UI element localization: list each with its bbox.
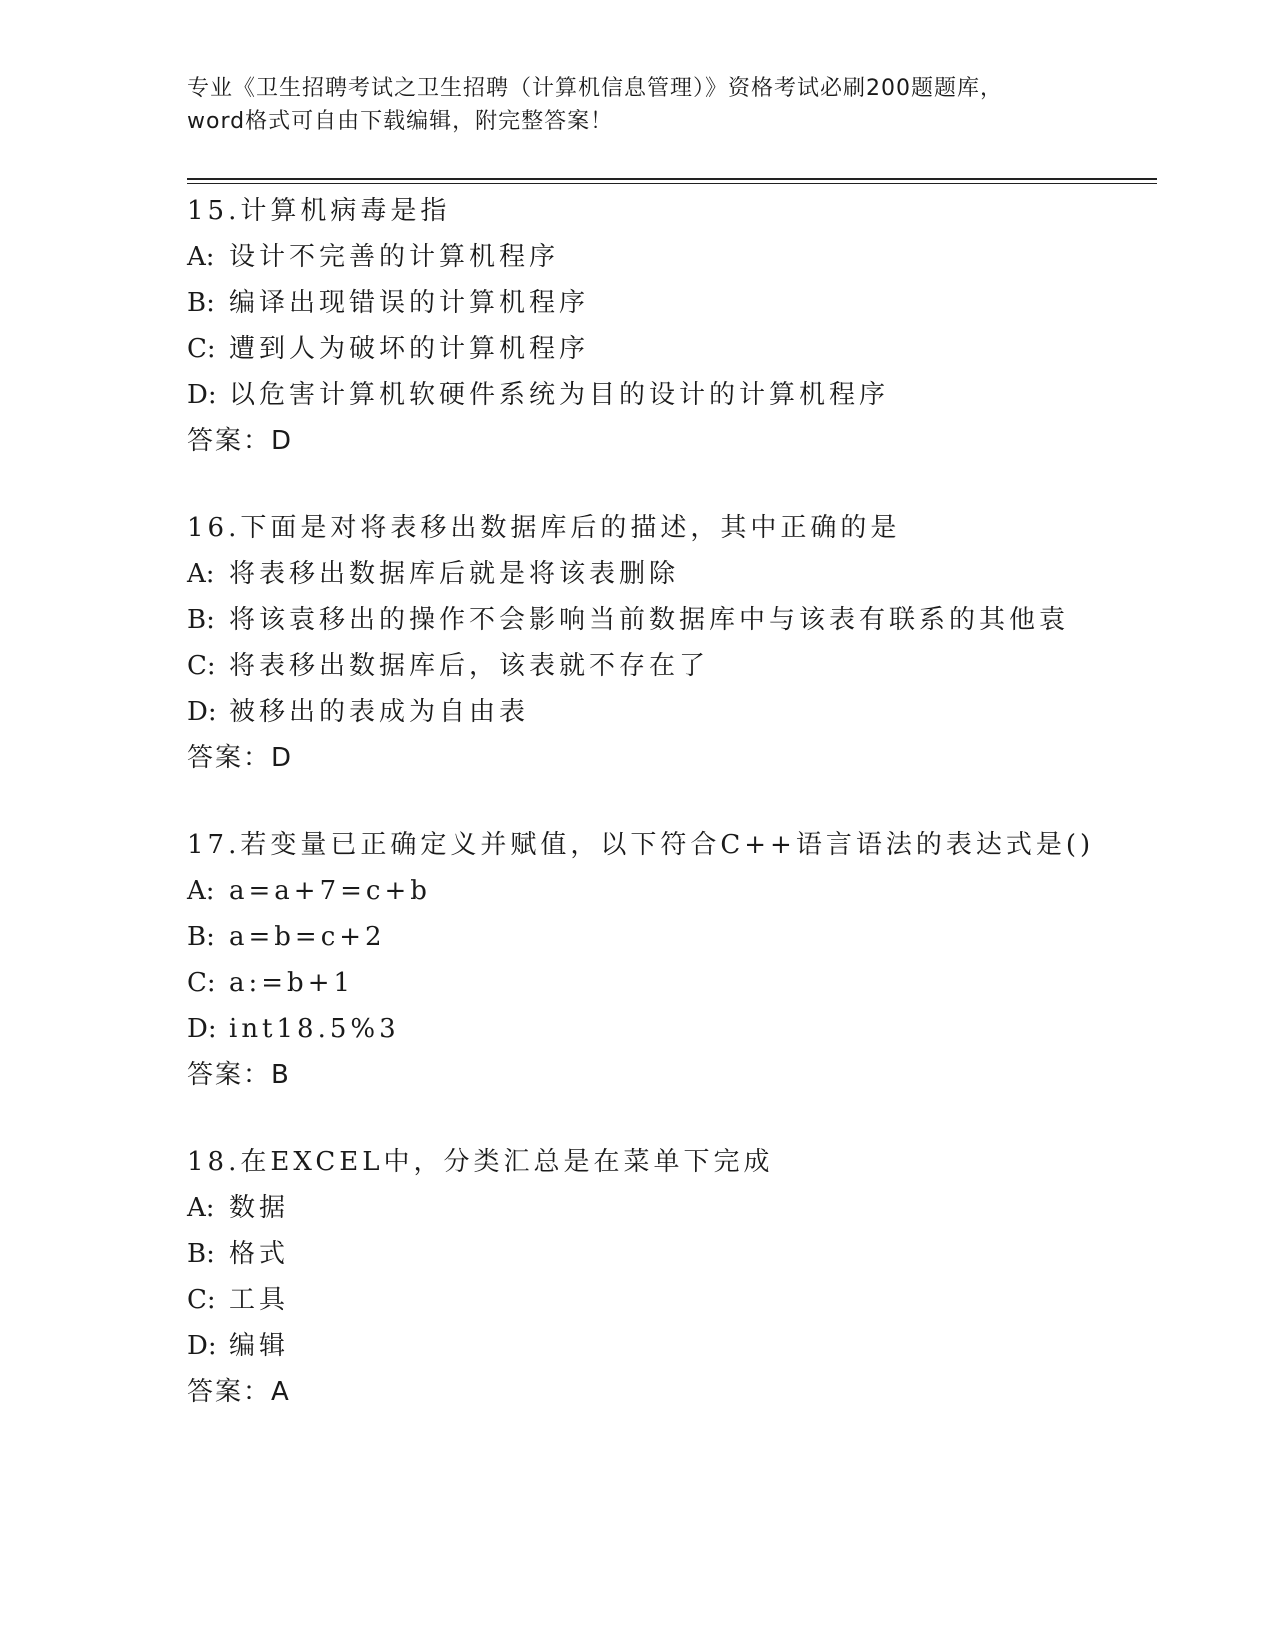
question-list xyxy=(187,188,1147,1456)
header-divider-thin xyxy=(187,183,1157,184)
question-item xyxy=(187,1139,1147,1415)
option-text: 被移出的表成为自由表 xyxy=(229,697,530,727)
option-text: 遭到人为破坏的计算机程序 xyxy=(229,334,590,364)
option-c xyxy=(187,326,1147,372)
option-b xyxy=(187,280,1147,326)
question-title: 17.若变量已正确定义并赋值，以下符合C++语言语法的表达式是() xyxy=(187,830,1095,860)
option-c xyxy=(187,960,1147,1006)
option-label: D: xyxy=(187,1331,217,1361)
answer-line: 答案：D xyxy=(187,426,294,456)
question-item xyxy=(187,188,1147,464)
option-b xyxy=(187,914,1147,960)
answer-line: 答案：B xyxy=(187,1060,291,1090)
question-title: 16.下面是对将表移出数据库后的描述，其中正确的是 xyxy=(187,513,901,543)
option-text: 设计不完善的计算机程序 xyxy=(229,242,560,272)
option-b xyxy=(187,597,1147,643)
option-text: a:=b+1 xyxy=(229,968,355,998)
option-label: B: xyxy=(187,288,215,318)
header-line-1: 专业《卫生招聘考试之卫生招聘（计算机信息管理）》资格考试必刷200题题库， xyxy=(187,76,1003,101)
header-line-2: word格式可自由下载编辑，附完整答案！ xyxy=(187,109,614,134)
option-d xyxy=(187,372,1147,418)
header-divider-thick xyxy=(187,178,1157,180)
option-d xyxy=(187,1323,1147,1369)
option-label: A: xyxy=(187,876,215,906)
option-label: A: xyxy=(187,242,215,272)
option-a xyxy=(187,868,1147,914)
question-title: 15.计算机病毒是指 xyxy=(187,196,451,226)
option-label: D: xyxy=(187,697,217,727)
answer-line: 答案：D xyxy=(187,743,294,773)
option-a xyxy=(187,551,1147,597)
question-item xyxy=(187,822,1147,1098)
option-text: 格式 xyxy=(229,1239,290,1269)
option-label: C: xyxy=(187,1285,216,1315)
option-text: 编辑 xyxy=(229,1331,290,1361)
option-b xyxy=(187,1231,1147,1277)
option-text: 将表移出数据库后，该表就不存在了 xyxy=(229,651,710,681)
option-text: a=b=c+2 xyxy=(229,922,386,952)
option-label: D: xyxy=(187,1014,217,1044)
option-label: A: xyxy=(187,559,215,589)
option-text: 将表移出数据库后就是将该表删除 xyxy=(229,559,680,589)
option-d xyxy=(187,1006,1147,1052)
option-text: int18.5%3 xyxy=(229,1014,400,1044)
option-a xyxy=(187,1185,1147,1231)
document-header xyxy=(187,72,1087,138)
option-text: 数据 xyxy=(229,1193,290,1223)
option-label: C: xyxy=(187,651,216,681)
question-item xyxy=(187,505,1147,781)
option-label: B: xyxy=(187,922,215,952)
answer-line: 答案：A xyxy=(187,1377,291,1407)
option-label: B: xyxy=(187,605,215,635)
option-text: 编译出现错误的计算机程序 xyxy=(229,288,590,318)
option-label: C: xyxy=(187,968,216,998)
option-text: 工具 xyxy=(229,1285,290,1315)
option-text: 以危害计算机软硬件系统为目的设计的计算机程序 xyxy=(229,380,890,410)
option-label: C: xyxy=(187,334,216,364)
option-a xyxy=(187,234,1147,280)
option-c xyxy=(187,643,1147,689)
option-text: a=a+7=c+b xyxy=(229,876,431,906)
option-c xyxy=(187,1277,1147,1323)
option-label: B: xyxy=(187,1239,215,1269)
option-label: A: xyxy=(187,1193,215,1223)
option-d xyxy=(187,689,1147,735)
option-text: 将该袁移出的操作不会影响当前数据库中与该表有联系的其他袁 xyxy=(229,605,1070,635)
option-label: D: xyxy=(187,380,217,410)
question-title: 18.在EXCEL中，分类汇总是在菜单下完成 xyxy=(187,1147,774,1177)
